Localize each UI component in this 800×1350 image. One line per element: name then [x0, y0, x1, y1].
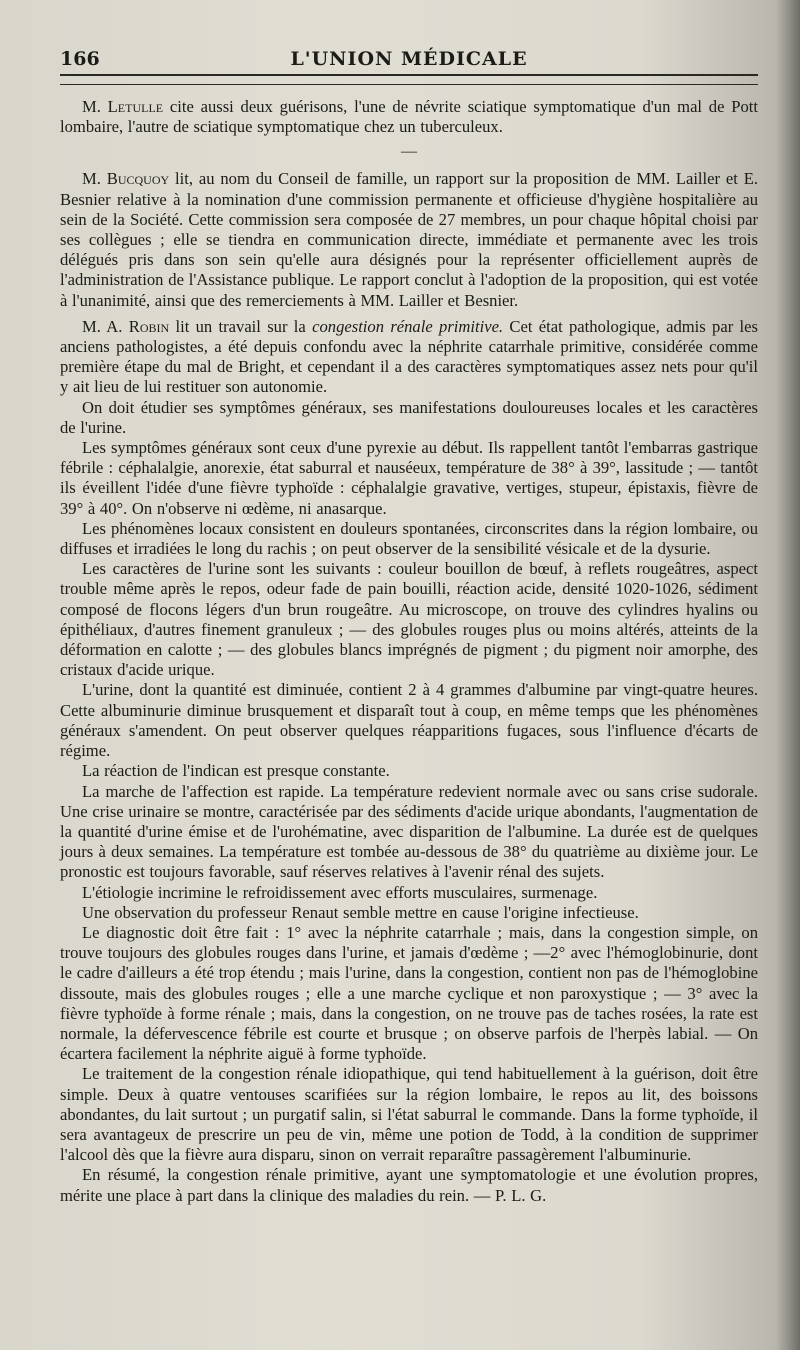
paragraph: On doit étudier ses symptômes généraux, ses manifestations douloureuses locales et les caractères de l'urine.	[60, 397, 758, 437]
page-header	[60, 44, 758, 74]
article-body	[60, 97, 758, 1206]
paragraph: La marche de l'affection est rapide. La température redevient normale avec ou sans crise sudorale. Une crise urinaire se montre, caractérisée par des sédiments d'acide urique abondants, l'augmentation de la quantité d'urine émise et de l'urohématine, avec disparition de l'albumine. La durée est de quelques jours à deux semaines. La température est tombée au-dessous de 38° du quatrième au dixième jour. Le pronostic est toujours favorable, sauf réserves relatives à l'avenir rénal des sujets.	[60, 781, 758, 882]
author-name: Letulle	[107, 97, 164, 116]
author-name: Robin	[128, 316, 170, 336]
paragraph: Les symptômes généraux sont ceux d'une pyrexie au début. Ils rappellent tantôt l'embarras gastrique fébrile : céphalalgie, anorexie, état saburral et nauséeux, température de 38° à 39°, lassitude ; — tantôt ils éveillent l'idée d'une fièvre typhoïde : céphalalgie gravative, vertiges, stupeur, épistaxis, fièvre de 39° à 40°. On n'observe ni œdème, ni anasarque.	[60, 438, 758, 518]
author-name: Bucquoy	[106, 169, 170, 189]
italic-title: congestion rénale primitive.	[312, 316, 504, 336]
paragraph: Le traitement de la congestion rénale idiopathique, qui tend habituellement à la guérison, doit être simple. Deux à quatre ventouses scarifiées sur la région lombaire, le repos au lit, des boissons abondantes, du lait surtout ; un purgatif salin, si l'état saburral le commande. Dans la forme typhoïde, il sera avantageux de prescrire un peu de vin, même une potion de Todd, à la condition de supprimer l'alcool dès que la fièvre aura disparu, sinon on verrait reparaître passagèrement l'albuminurie.	[60, 1064, 758, 1165]
header-rule-thin	[60, 84, 758, 85]
paragraph: La réaction de l'indican est presque constante.	[82, 761, 390, 781]
paragraph-letulle: M. Letulle cite aussi deux guérisons, l'une de névrite sciatique symptomatique d'un mal de Pott lombaire, l'autre de sciatique symptomatique chez un tuberculeux.	[60, 97, 758, 137]
paragraph-summary: En résumé, la congestion rénale primitive, ayant une symptomatologie et une évolution propres, mérite une place à part dans la clinique des maladies du rein. — P. L. G.	[60, 1165, 758, 1205]
paragraph: L'étiologie incrimine le refroidissement avec efforts musculaires, surmenage.	[82, 882, 598, 902]
paragraph: Les caractères de l'urine sont les suivants : couleur bouillon de bœuf, à reflets rougeâtres, aspect trouble même après le repos, odeur fade de pain bouilli, réaction acide, densité 1020-1026, sédiment composé de flocons légers d'un brun rougeâtre. Au microscope, on trouve des cylindres hyalins ou épithéliaux, d'autres finement granuleux ; — des globules rouges plus ou moins altérés, atteints de la déformation en calotte ; — des globules blancs imprégnés de pigment ; du pigment noir amorphe, des cristaux d'acide urique.	[60, 559, 758, 680]
paragraph: Les phénomènes locaux consistent en douleurs spontanées, circonscrites dans la région lombaire, ou diffuses et irradiées le long du rachis ; on peut observer de la sensibilité vésicale et de la dysurie.	[60, 518, 758, 559]
running-title: L'UNION MÉDICALE	[290, 48, 528, 70]
paragraph-bucquoy: M. Bucquoy lit, au nom du Conseil de famille, un rapport sur la proposition de MM. Lailler et E. Besnier relative à la nomination d'une commission permanente et officieuse d'hygiène hospitalière au sein de la Société. Cette commission sera composée de 27 membres, un pour chaque hôpital choisi par ses collègues ; elle se tiendra en communication directe, immédiate et permanente avec les trois délégués pris dans son sein qu'elle aura désignés pour la représenter officiellement auprès de l'administration de l'Assistance publique. Le rapport conclut à l'adoption de la proposition, qui est votée à l'unanimité, ainsi que des remerciements à MM. Lailler et Besnier.	[60, 169, 758, 310]
paragraph: Le diagnostic doit être fait : 1° avec la néphrite catarrhale ; mais, dans la congestion simple, on trouve toujours des globules rouges dans l'urine, et jamais d'œdème ; —2° avec l'hémoglobinurie, dont le cadre d'ailleurs a été trop étendu ; mais l'urine, dans la congestion, contient non pas de l'hémoglobine dissoute, mais des globules rouges ; elle a une marche cyclique et non paroxystique ; — 3° avec la fièvre typhoïde à forme rénale ; mais, dans la congestion, on ne trouve pas de taches rosées, la rate est normale, la défervescence fébrile est courte et brusque ; on observe parfois de l'herpès labial. — On écartera facilement la néphrite aiguë à forme typhoïde.	[60, 922, 758, 1064]
section-separator: —	[401, 143, 417, 161]
header-rule	[60, 74, 758, 76]
paragraph: Une observation du professeur Renaut semble mettre en cause l'origine infectieuse.	[82, 902, 639, 922]
paragraph-robin: M. A. Robin lit un travail sur la congestion rénale primitive. Cet état pathologique, admis par les anciens pathologistes, a été depuis confondu avec la néphrite catarrhale primitive, considérée comme première étape du mal de Bright, et cependant il a des caractères symptomatiques assez nets pour qu'il y ait lieu de lui restituer son autonomie.	[60, 316, 758, 397]
page-number: 166	[60, 48, 100, 70]
paragraph: L'urine, dont la quantité est diminuée, contient 2 à 4 grammes d'albumine par vingt-quatre heures. Cette albuminurie diminue brusquement et disparaît tout à coup, en même temps que les phénomènes généraux s'amendent. On peut observer quelques réapparitions fugaces, sous l'influence d'écarts de régime.	[60, 680, 758, 761]
